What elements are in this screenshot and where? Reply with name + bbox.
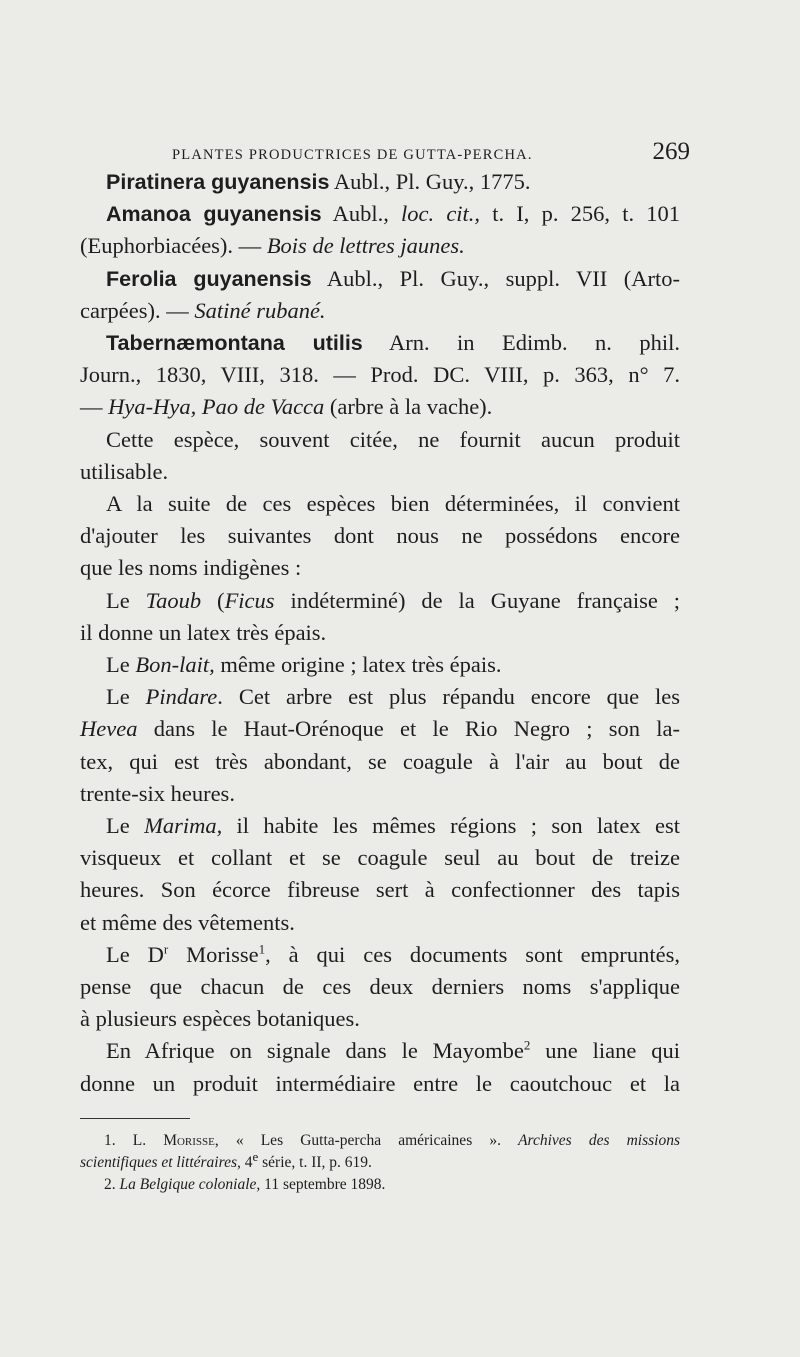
text-line: et même des vêtements. [80, 909, 295, 935]
species-name: Amanoa guyanensis [106, 202, 322, 227]
text-line: pense que chacun de ces deux derniers noms s'applique [80, 974, 680, 1000]
footnote-rule [80, 1118, 190, 1119]
text-line: Le Pindare. Cet arbre est plus répandu encore que les [106, 684, 680, 710]
species-name: Tabernæmontana utilis [106, 331, 363, 356]
text-line: Le $D^r$ Morisse$^1$, à qui ces documents sont empruntés, [106, 941, 680, 967]
footnotes [80, 1130, 680, 1196]
text-line: Le Taoub (Ficus indéterminé) de la Guyane française ; [106, 587, 681, 613]
text-line: à plusieurs espèces botaniques. [80, 1006, 360, 1032]
body-text [80, 166, 680, 1100]
entry-amanoa: Amanoa guyanensis Aubl., loc. cit., t. I, p. 256, t. 101 [106, 201, 681, 227]
text-line: En Afrique on signale dans le Mayombe$^2$ une liane qui [106, 1037, 681, 1064]
text-line: Cette espèce, souvent citée, ne fournit aucun produit [106, 426, 680, 452]
text-line: d'ajouter les suivantes dont nous ne possédons encore [80, 523, 680, 549]
text-line: donne un produit intermédiaire entre le caoutchouc et la [80, 1070, 680, 1096]
text-line: Hevea dans le Haut-Orénoque et le Rio Negro ; son la- [80, 716, 680, 742]
text-line: trente-six heures. [80, 780, 235, 806]
entry-ferolia: Ferolia guyanensis Aubl., Pl. Guy., suppl. VII (Arto- [106, 265, 681, 291]
footnote-2: 2. La Belgique coloniale, 11 septembre 1898. [104, 1176, 386, 1193]
species-name: Ferolia guyanensis [106, 266, 312, 291]
text-line: il donne un latex très épais. [80, 619, 327, 645]
text-line: utilisable. [80, 458, 169, 484]
text-line: (Euphorbiacées). — Bois de lettres jaunes. [80, 233, 465, 259]
entry-piratinera: Piratinera guyanensis Aubl., Pl. Guy., 1775. [106, 169, 531, 194]
text-line: heures. Son écorce fibreuse sert à confectionner des tapis [80, 877, 680, 903]
text-line: Le Bon-lait, même origine ; latex très épais. [106, 652, 502, 678]
page-header [80, 138, 690, 166]
footnote-ref: 2 [523, 1037, 531, 1053]
text-line: — Hya-Hya, Pao de Vacca (arbre à la vache). [80, 394, 493, 420]
footnote-1: 1. L. Morisse, « Les Gutta-percha américaines ». Archives des missions [104, 1132, 680, 1149]
running-title: PLANTES PRODUCTRICES DE GUTTA-PERCHA. [172, 147, 533, 163]
text-line: Le Marima, il habite les mêmes régions ; son latex est [106, 813, 680, 839]
text-line: visqueux et collant et se coagule seul au bout de treize [80, 845, 680, 871]
text-line: carpées). — Satiné rubané. [80, 297, 326, 323]
species-name: Piratinera guyanensis [106, 170, 330, 194]
page-number: 269 [652, 138, 690, 165]
text-line: A la suite de ces espèces bien déterminées, il convient [106, 491, 680, 517]
text-line: que les noms indigènes : [80, 555, 302, 581]
text-line: tex, qui est très abondant, se coagule à l'air au bout de [80, 748, 680, 774]
entry-tabernaemontana: Tabernæmontana utilis Arn. in Edimb. n. phil. [106, 330, 681, 356]
text-line: Journ., 1830, VIII, 318. — Prod. DC. VIII, p. 363, n° 7. [80, 362, 680, 388]
footnote-ref: 1 [258, 941, 266, 957]
footnote-1-cont: scientifiques et littéraires, 4e série, t. II, p. 619. [80, 1148, 372, 1171]
